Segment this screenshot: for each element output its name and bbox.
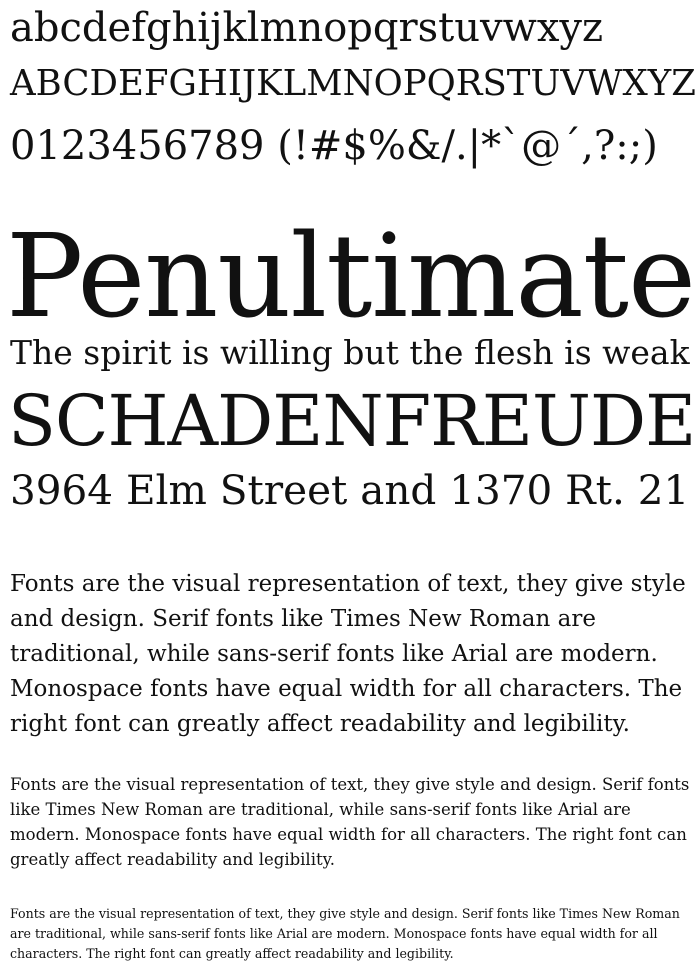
paragraph-small: Fonts are the visual representation of text, they give style and design. Serif fonts like Times New Roman are traditional, while sans-serif fonts like Arial are modern. Monospace fonts have equal width for all characters. The right font can greatly affect readability and legibility. <box>10 906 680 961</box>
paragraph-large: Fonts are the visual representation of text, they give style and design. Serif fonts like Times New Roman are traditional, while sans-serif fonts like Arial are modern. Monospace fonts have equal width for all characters. The right font can greatly affect readability and legibility. <box>10 571 686 737</box>
digits-and-symbols: 0123456789 (!#$%&/.|*`@´,?:;) <box>10 123 658 169</box>
address-line: 3964 Elm Street and 1370 Rt. 21 <box>10 466 690 514</box>
caps-word: SCHADENFREUDE <box>8 380 696 462</box>
sample-sentence: The spirit is willing but the flesh is weak <box>10 333 690 372</box>
paragraph-medium: Fonts are the visual representation of text, they give style and design. Serif fonts like Times New Roman are traditional, while sans-serif fonts like Arial are modern. Monospace fonts have equal width for all characters. The right font can greatly affect readability and legibility. <box>10 775 690 869</box>
display-word: Penultimate <box>6 210 696 344</box>
uppercase-alphabet: ABCDEFGHIJKLMNOPQRSTUVWXYZ <box>10 63 696 104</box>
lowercase-alphabet: abcdefghijklmnopqrstuvwxyz <box>10 5 604 51</box>
